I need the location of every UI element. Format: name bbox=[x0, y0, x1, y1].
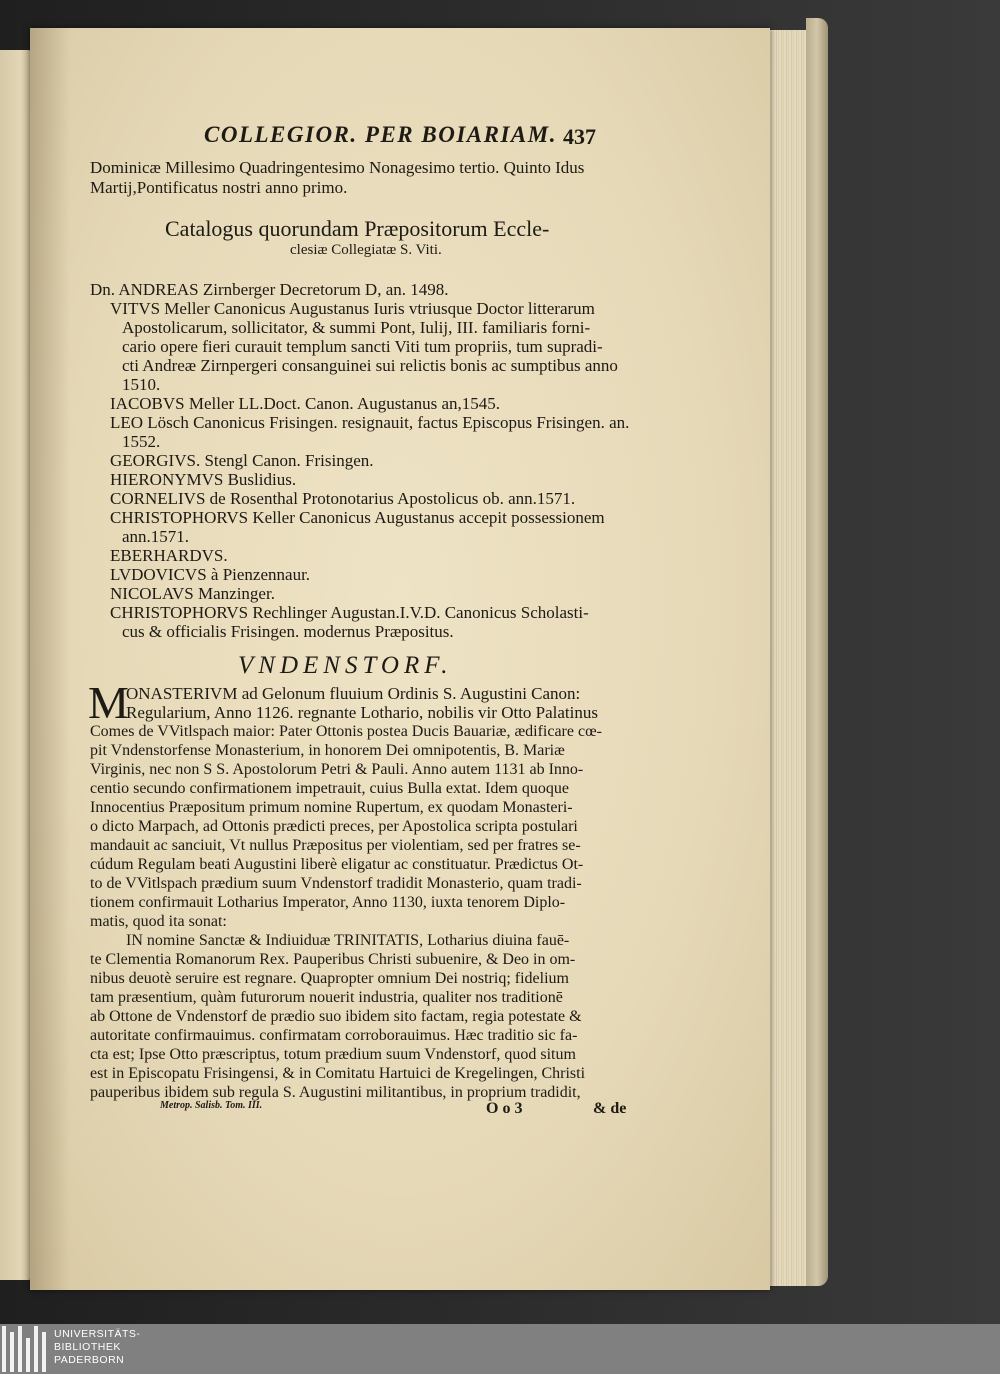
body-line: to de VVitlspach prædium suum Vndenstorf tradidit Monasterio, quam tradi- bbox=[90, 875, 582, 892]
intro-line: Dominicæ Millesimo Quadringentesimo Nonagesimo tertio. Quinto Idus bbox=[90, 158, 585, 177]
body-line: ONASTERIVM ad Gelonum fluuium Ordinis S. Augustini Canon: bbox=[126, 684, 581, 703]
catalog-line: 1552. bbox=[122, 432, 161, 451]
body-line: tam præsentium, quàm futurorum nouerit industria, qualiter nos traditionē bbox=[90, 989, 563, 1006]
body-line: Virginis, nec non S S. Apostolorum Petri & Pauli. Anno autem 1131 ab Inno- bbox=[90, 761, 584, 778]
book-cover bbox=[806, 18, 828, 1286]
body-line: IN nomine Sanctæ & Indiuiduæ TRINITATIS, Lotharius diuina fauē- bbox=[126, 932, 570, 949]
body-line: matis, quod ita sonat: bbox=[90, 913, 227, 930]
catalog-title: Catalogus quorundam Præpositorum Eccle- bbox=[165, 216, 550, 241]
catalog-line: CHRISTOPHORVS Rechlinger Augustan.I.V.D. Canonicus Scholasti- bbox=[110, 603, 589, 622]
body-line: cta est; Ipse Otto præscriptus, totum prædium suum Vndenstorf, quod situm bbox=[90, 1046, 576, 1063]
body-line: est in Episcopatu Frisingensi, & in Comitatu Hartuici de Kregelingen, Christi bbox=[90, 1065, 586, 1082]
catalog-line: NICOLAVS Manzinger. bbox=[110, 584, 275, 603]
catalog-line: ann.1571. bbox=[122, 527, 190, 546]
left-page-edge bbox=[0, 50, 34, 1280]
catalog-line: cario opere fieri curauit templum sancti Viti tum propriis, tum supradi- bbox=[122, 337, 603, 356]
catalog-title-continuation: clesiæ Collegiatæ S. Viti. bbox=[290, 242, 442, 258]
catalog-line: IACOBVS Meller LL.Doct. Canon. Augustanus an,1545. bbox=[110, 394, 501, 413]
catalog-line: CORNELIVS de Rosenthal Protonotarius Apostolicus ob. ann.1571. bbox=[110, 489, 576, 508]
body-line: cúdum Regulam beati Augustini liberè eligatur ac constituatur. Prædictus Ot- bbox=[90, 856, 584, 873]
catalog-line: GEORGIVS. Stengl Canon. Frisingen. bbox=[110, 451, 374, 470]
catalog-line: LEO Lösch Canonicus Frisingen. resignauit, factus Episcopus Frisingen. an. bbox=[110, 413, 630, 432]
body-line: o dicto Marpach, ad Ottonis prædicti preces, per Apostolica scripta postulari bbox=[90, 818, 578, 835]
library-name-line: PADERBORN bbox=[54, 1354, 125, 1366]
body-line: mandauit ac sanciuit, Vt nullus Præpositus per violentiam, sed per fratres se- bbox=[90, 837, 581, 854]
body-line: tionem confirmauit Lotharius Imperator, Anno 1130, iuxta tenorem Diplo- bbox=[90, 894, 566, 911]
drop-cap: M bbox=[88, 677, 129, 728]
body-line: te Clementia Romanorum Rex. Pauperibus Christi subuenire, & Deo in om- bbox=[90, 951, 576, 968]
catalog-line: Dn. ANDREAS Zirnberger Decretorum D, an. 1498. bbox=[90, 280, 449, 299]
intro-line: Martij,Pontificatus nostri anno primo. bbox=[90, 178, 348, 197]
body-line: Regularium, Anno 1126. regnante Lothario, nobilis vir Otto Palatinus bbox=[126, 703, 598, 722]
body-line: pauperibus ibidem sub regula S. Augustini militantibus, in proprium tradidit, bbox=[90, 1084, 581, 1101]
library-name-line: UNIVERSITÄTS- bbox=[54, 1328, 141, 1340]
catalog-line: LVDOVICVS à Pienzennaur. bbox=[110, 565, 311, 584]
page-gutter-shadow bbox=[30, 28, 70, 1290]
library-footer bbox=[0, 1324, 1000, 1374]
catchword: & de bbox=[593, 1100, 627, 1117]
catalog-line: CHRISTOPHORVS Keller Canonicus Augustanus accepit possessionem bbox=[110, 508, 605, 527]
catalog-line: VITVS Meller Canonicus Augustanus Iuris vtriusque Doctor litterarum bbox=[110, 299, 595, 318]
body-line: autoritate confirmauimus. confirmatam corroborauimus. Hæc traditio sic fa- bbox=[90, 1027, 578, 1044]
body-line: nibus deuotè seruire est regnare. Quapropter omnium Dei nostriq; fidelium bbox=[90, 970, 569, 987]
catalog-line: EBERHARDVS. bbox=[110, 546, 228, 565]
signature-mark: O o 3 bbox=[486, 1100, 523, 1117]
body-line: ab Ottone de Vndenstorf de prædio suo ibidem sito factam, regia potestate & bbox=[90, 1008, 582, 1025]
catalog-line: HIERONYMVS Buslidius. bbox=[110, 470, 297, 489]
catalog-line: Apostolicarum, sollicitator, & summi Pont, Iulij, III. familiaris forni- bbox=[122, 318, 591, 337]
signature-text: Metrop. Salisb. Tom. III. bbox=[160, 1100, 263, 1111]
body-line: centio secundo confirmationem impetrauit, cuius Bulla extat. Idem quoque bbox=[90, 780, 569, 797]
section-title: VNDENSTORF. bbox=[238, 652, 453, 679]
library-logo-icon bbox=[2, 1326, 46, 1372]
body-line: Comes de VVitlspach maior: Pater Ottonis postea Ducis Bauariæ, ædificare cœ- bbox=[90, 723, 602, 740]
catalog-line: 1510. bbox=[122, 375, 161, 394]
catalog-line: cti Andreæ Zirnpergeri consanguinei sui relictis bonis ac sumptibus anno bbox=[122, 356, 618, 375]
body-line: Innocentius Præpositum primum nomine Rupertum, ex quodam Monasteri- bbox=[90, 799, 573, 816]
running-header: COLLEGIOR. PER BOIARIAM. bbox=[204, 122, 557, 147]
page-number: 437 bbox=[563, 124, 596, 149]
library-name-line: BIBLIOTHEK bbox=[54, 1341, 121, 1353]
catalog-line: cus & officialis Frisingen. modernus Præpositus. bbox=[122, 622, 454, 641]
body-line: pit Vndenstorfense Monasterium, in honorem Dei omnipotentis, B. Mariæ bbox=[90, 742, 565, 759]
